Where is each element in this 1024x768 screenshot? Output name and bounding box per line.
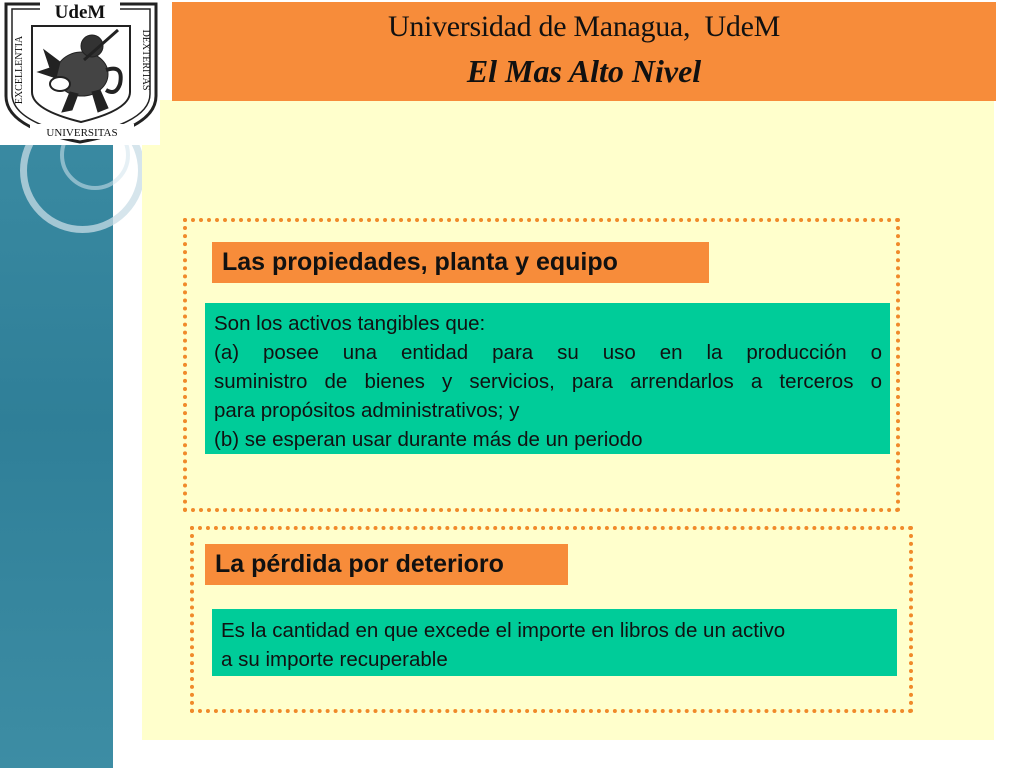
- page-title: Universidad de Managua, UdeM: [387, 10, 781, 43]
- definition-box-deterioro: [212, 609, 897, 676]
- definition-line: (b) se esperan usar durante más de un periodo: [214, 428, 643, 451]
- definition-line: para propósitos administrativos; y: [214, 399, 520, 422]
- section-heading-deterioro: La pérdida por deterioro: [205, 544, 568, 585]
- section-heading-propiedades: Las propiedades, planta y equipo: [212, 242, 709, 283]
- definition-line: (a) posee una entidad para su uso en la producción o: [214, 341, 882, 364]
- definition-line: Son los activos tangibles que:: [214, 312, 486, 335]
- definition-line: Es la cantidad en que excede el importe en libros de un activo: [221, 619, 786, 642]
- page-motto: El Mas Alto Nivel: [466, 53, 702, 89]
- definition-line: a su importe recuperable: [221, 648, 448, 671]
- logo-right-text: DEXTERITAS: [140, 29, 151, 91]
- logo-left-text: EXCELLENTIA: [14, 35, 25, 105]
- logo-bottom-text: UNIVERSITAS: [46, 127, 118, 139]
- logo-top-text: UdeM: [54, 2, 106, 23]
- university-seal-logo: [0, 0, 160, 145]
- definition-line: suministro de bienes y servicios, para arrendarlos a terceros o: [214, 370, 882, 393]
- seal-graphic: [0, 0, 160, 145]
- definition-box-propiedades: [205, 303, 890, 454]
